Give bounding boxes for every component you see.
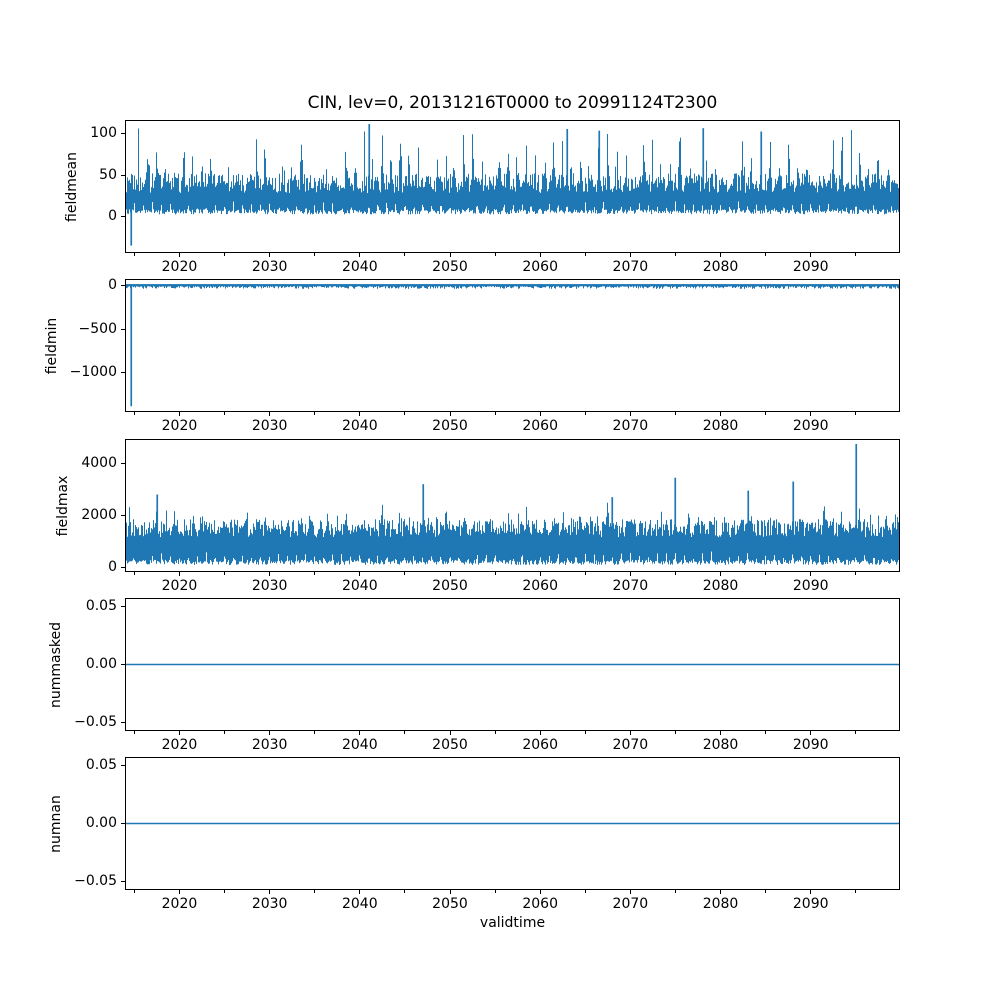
x-minor-tick — [314, 890, 315, 893]
x-minor-tick — [495, 412, 496, 415]
y-tick-label: 0 — [108, 207, 117, 224]
x-minor-tick — [675, 890, 676, 893]
y-tick — [121, 765, 125, 766]
y-tick-label: 2000 — [81, 506, 117, 523]
x-minor-tick — [314, 731, 315, 734]
x-axis-label: validtime — [479, 915, 546, 931]
x-tick-label: 2020 — [161, 259, 198, 275]
x-tick-label: 2030 — [251, 418, 288, 434]
x-tick-label: 2080 — [702, 896, 739, 912]
x-minor-tick — [765, 890, 766, 893]
x-tick — [540, 253, 541, 257]
y-tick-label: 50 — [99, 166, 117, 183]
x-tick — [540, 731, 541, 735]
y-tick — [121, 329, 125, 330]
x-tick — [540, 412, 541, 416]
x-tick-label: 2070 — [612, 896, 649, 912]
x-tick-label: 2060 — [522, 418, 558, 434]
x-tick — [720, 412, 721, 416]
x-tick-label: 2070 — [612, 578, 649, 594]
y-tick — [121, 515, 125, 516]
x-tick-label: 2050 — [432, 418, 468, 434]
x-tick — [810, 412, 811, 416]
x-tick-label: 2050 — [432, 737, 468, 753]
x-tick — [810, 572, 811, 576]
x-tick — [269, 890, 270, 894]
subplot-nummasked — [125, 598, 900, 731]
x-tick-label: 2050 — [432, 896, 468, 912]
x-minor-tick — [585, 253, 586, 256]
y-tick-label: 100 — [90, 125, 117, 142]
x-tick — [450, 890, 451, 894]
x-tick-label: 2080 — [702, 259, 739, 275]
subplot-fieldmax — [125, 439, 900, 572]
x-tick — [179, 731, 180, 735]
x-minor-tick — [314, 572, 315, 575]
x-tick-label: 2040 — [341, 259, 378, 275]
x-tick-label: 2070 — [612, 737, 649, 753]
y-tick-label: 0.00 — [85, 656, 117, 672]
x-tick — [359, 890, 360, 894]
x-tick-label: 2070 — [612, 259, 649, 275]
x-minor-tick — [495, 731, 496, 734]
x-minor-tick — [224, 412, 225, 415]
x-minor-tick — [675, 731, 676, 734]
plot-canvas-nummasked — [125, 598, 900, 731]
x-minor-tick — [404, 412, 405, 415]
x-tick — [179, 412, 180, 416]
subplot-fieldmin — [125, 279, 900, 412]
x-minor-tick — [224, 731, 225, 734]
x-tick-label: 2090 — [792, 896, 829, 912]
x-minor-tick — [314, 412, 315, 415]
plot-canvas-fieldmax — [125, 439, 900, 572]
y-tick — [121, 881, 125, 882]
y-tick-label: 4000 — [81, 454, 117, 471]
x-tick-label: 2060 — [522, 737, 558, 753]
y-axis-label-numnan: numnan — [48, 794, 65, 853]
y-tick-label: 0.00 — [85, 815, 117, 831]
x-tick — [630, 253, 631, 257]
x-tick — [179, 890, 180, 894]
x-tick — [630, 412, 631, 416]
x-tick-label: 2040 — [341, 578, 378, 594]
x-minor-tick — [134, 253, 135, 256]
x-tick — [269, 572, 270, 576]
y-tick-label: 0.05 — [85, 756, 117, 773]
y-tick-label: 0 — [108, 558, 117, 575]
x-tick-label: 2050 — [432, 259, 468, 275]
x-minor-tick — [134, 572, 135, 575]
x-minor-tick — [855, 253, 856, 256]
x-minor-tick — [585, 572, 586, 575]
x-tick-label: 2030 — [251, 737, 288, 753]
plot-canvas-fieldmean — [125, 120, 900, 253]
x-minor-tick — [675, 253, 676, 256]
x-tick-label: 2080 — [702, 578, 739, 594]
x-tick-label: 2080 — [702, 737, 739, 753]
x-tick-label: 2020 — [161, 737, 198, 753]
x-tick-label: 2060 — [522, 578, 558, 594]
x-tick-label: 2060 — [522, 896, 558, 912]
y-tick — [121, 372, 125, 373]
y-axis-label-fieldmean: fieldmean — [64, 151, 81, 222]
x-minor-tick — [765, 412, 766, 415]
x-minor-tick — [404, 253, 405, 256]
x-tick-label: 2040 — [341, 737, 378, 753]
x-tick-label: 2090 — [792, 737, 829, 753]
x-tick — [269, 731, 270, 735]
x-tick — [810, 890, 811, 894]
y-axis-label-nummasked: nummasked — [48, 621, 65, 708]
x-minor-tick — [855, 731, 856, 734]
y-tick-label: 0.05 — [85, 597, 117, 614]
x-tick — [359, 253, 360, 257]
x-tick — [810, 731, 811, 735]
y-tick — [121, 216, 125, 217]
plot-canvas-numnan — [125, 757, 900, 890]
x-minor-tick — [495, 572, 496, 575]
x-tick — [179, 572, 180, 576]
x-minor-tick — [675, 412, 676, 415]
x-tick-label: 2030 — [251, 259, 288, 275]
y-axis-label-fieldmax: fieldmax — [55, 475, 72, 536]
x-minor-tick — [224, 890, 225, 893]
x-minor-tick — [495, 890, 496, 893]
y-tick — [121, 567, 125, 568]
x-minor-tick — [495, 253, 496, 256]
x-tick — [630, 890, 631, 894]
x-minor-tick — [314, 253, 315, 256]
x-tick-label: 2090 — [792, 259, 829, 275]
plot-canvas-fieldmin — [125, 279, 900, 412]
y-tick — [121, 823, 125, 824]
x-tick-label: 2030 — [251, 896, 288, 912]
x-tick — [810, 253, 811, 257]
x-tick-label: 2060 — [522, 259, 558, 275]
x-minor-tick — [765, 572, 766, 575]
x-tick — [269, 412, 270, 416]
x-tick-label: 2020 — [161, 578, 198, 594]
x-minor-tick — [224, 572, 225, 575]
y-tick — [121, 463, 125, 464]
x-tick — [630, 731, 631, 735]
y-tick-label: −0.05 — [74, 873, 117, 890]
x-tick-label: 2040 — [341, 896, 378, 912]
x-tick-label: 2080 — [702, 418, 739, 434]
y-tick-label: 0 — [108, 276, 117, 293]
y-tick — [121, 175, 125, 176]
x-minor-tick — [404, 890, 405, 893]
x-tick — [450, 412, 451, 416]
x-minor-tick — [134, 731, 135, 734]
x-tick-label: 2050 — [432, 578, 468, 594]
x-tick — [540, 572, 541, 576]
x-tick — [269, 253, 270, 257]
x-minor-tick — [404, 572, 405, 575]
x-minor-tick — [585, 731, 586, 734]
x-minor-tick — [224, 253, 225, 256]
x-tick — [450, 253, 451, 257]
y-axis-label-fieldmin: fieldmin — [43, 317, 60, 374]
x-tick — [720, 890, 721, 894]
x-tick — [720, 253, 721, 257]
subplot-numnan — [125, 757, 900, 890]
x-tick — [450, 572, 451, 576]
x-tick-label: 2030 — [251, 578, 288, 594]
x-tick — [720, 572, 721, 576]
y-tick-label: −1000 — [69, 364, 117, 381]
x-minor-tick — [765, 253, 766, 256]
y-tick — [121, 285, 125, 286]
chart-title: CIN, lev=0, 20131216T0000 to 20991124T2300 — [307, 93, 718, 113]
y-tick-label: −500 — [78, 320, 117, 337]
subplot-fieldmean — [125, 120, 900, 253]
x-tick-label: 2040 — [341, 418, 378, 434]
x-tick — [179, 253, 180, 257]
x-tick — [359, 412, 360, 416]
y-tick — [121, 722, 125, 723]
x-tick-label: 2090 — [792, 418, 829, 434]
x-tick — [359, 572, 360, 576]
x-minor-tick — [134, 890, 135, 893]
x-minor-tick — [134, 412, 135, 415]
y-tick — [121, 664, 125, 665]
x-tick — [720, 731, 721, 735]
x-tick — [540, 890, 541, 894]
x-minor-tick — [855, 890, 856, 893]
x-tick-label: 2020 — [161, 896, 198, 912]
x-minor-tick — [855, 412, 856, 415]
x-tick-label: 2090 — [792, 578, 829, 594]
x-tick-label: 2070 — [612, 418, 649, 434]
x-minor-tick — [765, 731, 766, 734]
x-minor-tick — [855, 572, 856, 575]
y-tick-label: −0.05 — [74, 714, 117, 731]
x-minor-tick — [675, 572, 676, 575]
x-tick — [450, 731, 451, 735]
x-tick — [359, 731, 360, 735]
x-tick-label: 2020 — [161, 418, 198, 434]
x-minor-tick — [585, 890, 586, 893]
y-tick — [121, 606, 125, 607]
x-minor-tick — [404, 731, 405, 734]
x-minor-tick — [585, 412, 586, 415]
x-tick — [630, 572, 631, 576]
y-tick — [121, 133, 125, 134]
